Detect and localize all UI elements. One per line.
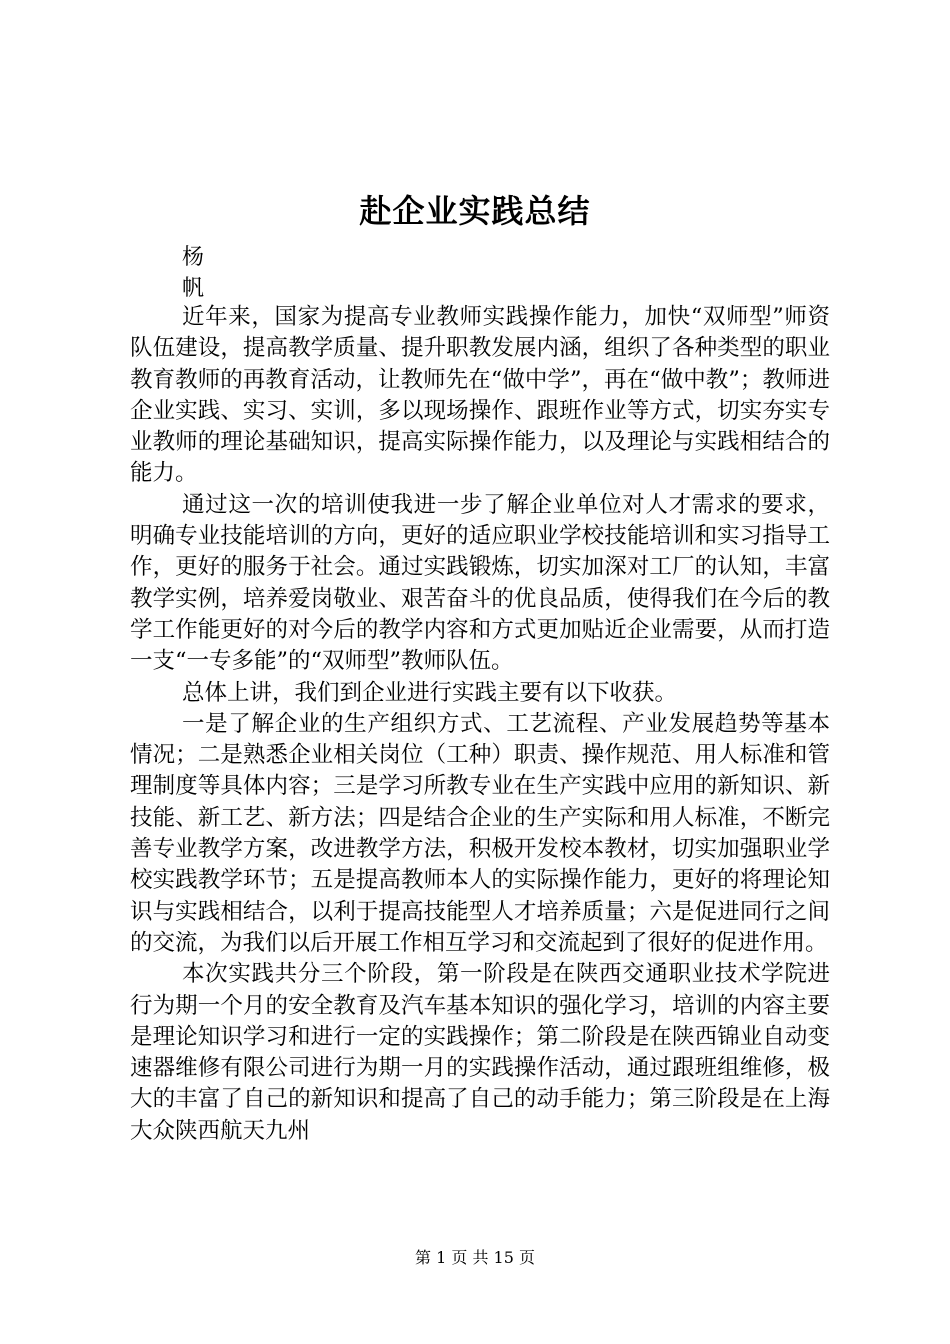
- paragraph-5: 本次实践共分三个阶段，第一阶段是在陕西交通职业技术学院进行为期一个月的安全教育及汽车基本知识的强化学习，培训的内容主要是理论知识学习和进行一定的实践操作；第二阶段是在陕西锦业自动变速器维修有限公司进行为期一月的实践操作活动，通过跟班组维修，极大的丰富了自己的新知识和提高了自己的动手能力；第三阶段是在上海大众陕西航天九州: [130, 961, 830, 1144]
- document-title: 赴企业实践总结: [359, 192, 591, 230]
- paragraph-4: 一是了解企业的生产组织方式、工艺流程、产业发展趋势等基本情况；二是熟悉企业相关岗位（工种）职责、操作规范、用人标准和管理制度等具体内容；三是学习所教专业在生产实践中应用的新知识、新技能、新工艺、新方法；四是结合企业的生产实际和用人标准，不断完善专业教学方案，改进教学方法，积极开发校本教材，切实加强职业学校实践教学环节；五是提高教师本人的实际操作能力，更好的将理论知识与实践相结合，以利于提高技能型人才培养质量；六是促进同行之间的交流，为我们以后开展工作相互学习和交流起到了很好的促进作用。: [130, 710, 830, 956]
- author-name-part-2: 帆: [182, 276, 205, 301]
- author-name-part-1: 杨: [182, 245, 205, 270]
- paragraph-3: 总体上讲，我们到企业进行实践主要有以下收获。: [182, 679, 678, 706]
- paragraph-1: 近年来，国家为提高专业教师实践操作能力，加快“双师型”师资队伍建设，提高教学质量、提升职教发展内涵，组织了各种类型的职业教育教师的再教育活动，让教师先在“做中学”，再在“做中教”；教师进企业实践、实习、实训，多以现场操作、跟班作业等方式，切实夯实专业教师的理论基础知识，提高实际操作能力，以及理论与实践相结合的能力。: [130, 304, 830, 487]
- paragraph-2: 通过这一次的培训使我进一步了解企业单位对人才需求的要求，明确专业技能培训的方向，更好的适应职业学校技能培训和实习指导工作，更好的服务于社会。通过实践锻炼，切实加深对工厂的认知，丰富教学实例，培养爱岗敬业、艰苦奋斗的优良品质，使得我们在今后的教学工作能更好的对今后的教学内容和方式更加贴近企业需要，从而打造一支“一专多能”的“双师型”教师队伍。: [130, 491, 830, 675]
- document-body: [130, 302, 830, 1147]
- page-number-footer: 第 1 页 共 15 页: [415, 1248, 535, 1267]
